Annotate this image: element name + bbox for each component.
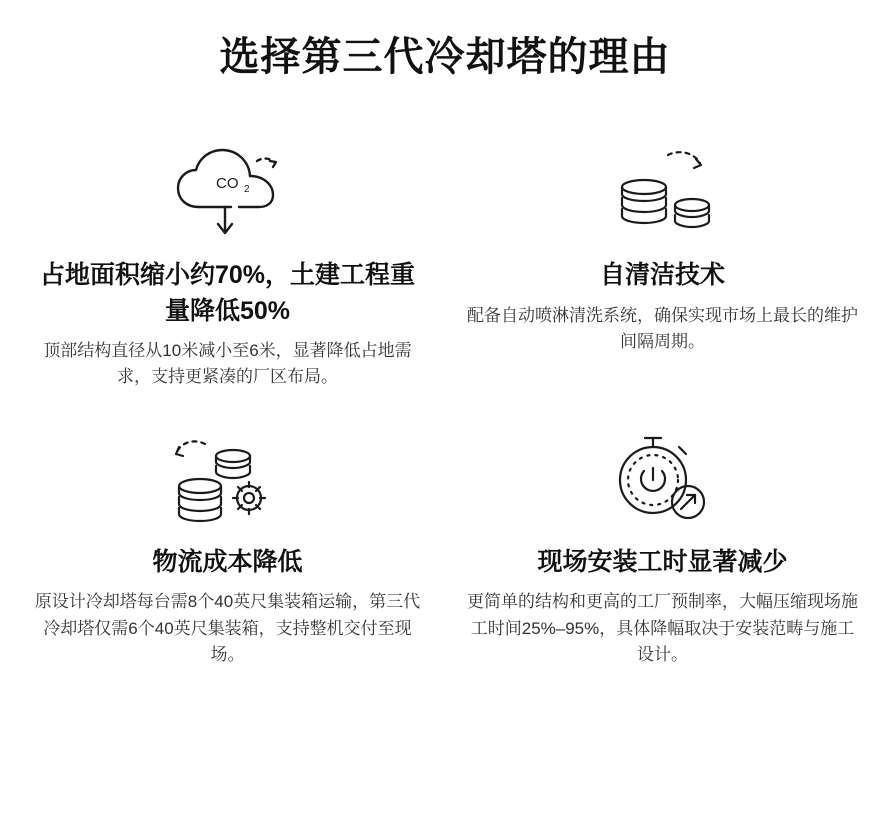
co2-cloud-reduction-icon xyxy=(169,138,287,248)
feature-card-footprint xyxy=(10,138,445,391)
feature-body: 更简单的结构和更高的工厂预制率，大幅压缩现场施工时间25%–95%，具体降幅取决于安装范畴与施工设计。 xyxy=(467,592,858,664)
feature-card-installation-time xyxy=(445,425,880,669)
feature-body: 原设计冷却塔每台需8个40英尺集装箱运输，第三代冷却塔仅需6个40英尺集装箱，支持整机交付至现场。 xyxy=(34,592,421,664)
feature-heading: 自清洁技术 xyxy=(599,261,725,289)
feature-card-logistics xyxy=(10,425,445,669)
svg-text:2: 2 xyxy=(243,184,250,195)
coin-stacks-savings-icon xyxy=(608,138,718,248)
feature-body: 配备自动喷淋清洗系统，确保实现市场上最长的维护间隔周期。 xyxy=(467,305,858,351)
svg-text:CO: CO xyxy=(215,175,238,192)
page-title: 选择第三代冷却塔的理由 xyxy=(219,35,671,79)
feature-card-self-cleaning xyxy=(445,138,880,391)
feature-heading: 物流成本降低 xyxy=(152,547,303,576)
feature-heading: 占地面积缩小约70%，土建工程重量降低50% xyxy=(39,261,416,325)
feature-body: 顶部结构直径从10米减小至6米，显著降低占地需求，支持更紧凑的厂区布局。 xyxy=(43,341,412,387)
feature-highlights-page xyxy=(0,32,890,826)
feature-heading: 现场安装工时显著减少 xyxy=(537,547,788,576)
feature-grid xyxy=(0,138,890,668)
stopwatch-arrow-time-icon xyxy=(608,425,718,535)
coins-gear-logistics-icon xyxy=(167,425,289,535)
